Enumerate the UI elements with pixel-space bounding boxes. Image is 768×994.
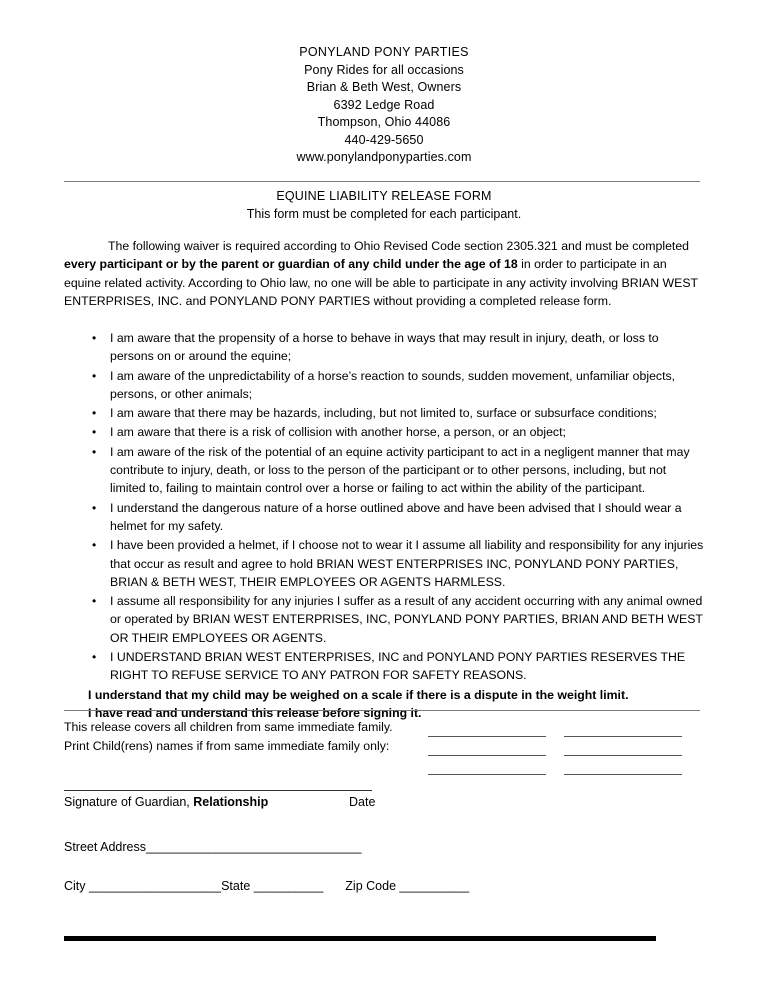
company-website: www.ponylandponyparties.com	[296, 150, 472, 164]
street-address-field[interactable]: _______________________________	[146, 840, 362, 854]
bullet-icon: •	[92, 331, 97, 345]
intro-text-part2: in order to participate in an equine related activity. According to Ohio law, no one will be able to participate in any activity involving BRIAN WEST ENTERPRISES, INC. and PONYLAND PONY PARTIES without providing a completed release form.	[64, 257, 698, 308]
list-item	[64, 329, 704, 366]
intro-paragraph	[64, 237, 700, 310]
list-item	[64, 499, 704, 536]
print-children-names-label: Print Child(rens) names if from same immediate family only:	[64, 739, 390, 753]
list-item-text: I UNDERSTAND BRIAN WEST ENTERPRISES, INC and PONYLAND PONY PARTIES RESERVES THE RIGHT TO REFUSE SERVICE TO ANY PATRON FOR SAFETY REASONS.	[110, 650, 686, 683]
child-name-field[interactable]	[564, 722, 682, 737]
list-item-text: I am aware of the unpredictability of a horse’s reaction to sounds, sudden movement, unfamiliar objects, persons, or other animals;	[110, 368, 676, 401]
list-item	[64, 404, 704, 422]
family-coverage-text: This release covers all children from same immediate family.	[64, 720, 393, 734]
acknowledgement-list	[64, 329, 704, 723]
weight-limit-note: I understand that my child may be weighed on a scale if there is a dispute in the weight limit.	[88, 687, 629, 702]
list-item-text: I understand the dangerous nature of a horse outlined above and have been advised that I should wear a helmet for my safety.	[110, 500, 682, 533]
intro-text-bold: every participant or by the parent or guardian of any child under the age of 18	[64, 257, 518, 272]
child-name-field[interactable]	[428, 741, 546, 756]
company-street: 6392 Ledge Road	[333, 97, 435, 112]
child-name-row	[428, 718, 704, 737]
bullet-icon: •	[92, 538, 97, 553]
zip-label: Zip Code	[345, 879, 400, 893]
divider-signature-section	[64, 710, 700, 711]
city-state-zip-row	[64, 879, 469, 893]
bullet-icon: •	[92, 594, 97, 609]
child-name-field[interactable]	[428, 760, 546, 775]
company-tagline: Pony Rides for all occasions	[304, 62, 464, 77]
child-name-field[interactable]	[428, 722, 546, 737]
list-item-text: I am aware of the risk of the potential of an equine activity participant to act in a negligent manner that may contribute to injury, death, or loss to the person of the participant or to other persons, including, but not limited to, failing to maintain control over a horse or failing to act within the ability of the participant.	[110, 444, 690, 496]
page-title: EQUINE LIABILITY RELEASE FORM	[276, 189, 492, 203]
list-item-text: I assume all responsibility for any injuries I suffer as a result of any accident occurring with any animal owned or operated by BRIAN WEST ENTERPRISES, INC, PONYLAND PONY PARTIES, BRIAN AND BETH WEST OR THEIR EMPLOYEES OR AGENTS.	[110, 594, 703, 645]
bullet-icon: •	[92, 500, 97, 515]
list-item	[64, 536, 704, 591]
family-labels	[64, 718, 434, 756]
bullet-icon: •	[92, 444, 97, 459]
list-item	[64, 367, 704, 404]
bullet-icon: •	[92, 425, 97, 440]
list-item-text: I am aware that there is a risk of collision with another horse, a person, or an object;	[110, 425, 566, 440]
intro-text-part1: The following waiver is required according to Ohio Revised Code section 2305.321 and must be completed	[108, 239, 690, 253]
letterhead	[0, 44, 768, 167]
zip-field[interactable]: __________	[399, 879, 470, 893]
street-address-row	[64, 840, 362, 854]
list-item	[64, 423, 704, 441]
child-name-field[interactable]	[564, 760, 682, 775]
date-label: Date	[349, 795, 376, 809]
read-understand-note: I have read and understand this release before signing it.	[88, 706, 422, 721]
list-item	[64, 443, 704, 498]
list-item-text: I am aware that the propensity of a horse to behave in ways that may result in injury, death, or loss to persons on or around the equine;	[110, 331, 659, 364]
child-name-field[interactable]	[564, 741, 682, 756]
child-name-row	[428, 756, 704, 775]
company-city-state: Thompson, Ohio 44086	[317, 115, 451, 129]
bullet-icon: •	[92, 368, 97, 383]
list-item-text: I have been provided a helmet, if I choose not to wear it I assume all liability and responsibility for any injuries that occur as result and agree to hold BRIAN WEST ENTERPRISES INC, PONYLAND PONY PARTIES, BRIAN & BETH WEST, THEIR EMPLOYEES OR AGENTS HARMLESS.	[110, 538, 704, 589]
city-label: City	[64, 879, 89, 893]
guardian-label-text: Signature of Guardian,	[64, 795, 194, 809]
bullet-icon: •	[92, 406, 97, 421]
city-field[interactable]: ___________________	[89, 879, 222, 893]
bullet-icon: •	[92, 650, 97, 665]
divider-top	[64, 181, 700, 182]
signature-labels	[64, 795, 704, 815]
state-field[interactable]: __________	[253, 879, 324, 893]
form-title-block	[0, 187, 768, 223]
street-address-label: Street Address	[64, 840, 146, 854]
list-item	[64, 592, 704, 647]
list-item	[64, 648, 704, 685]
guardian-signature-label	[64, 795, 268, 809]
child-name-fields	[428, 718, 704, 775]
signature-field[interactable]	[64, 789, 372, 791]
signature-block	[64, 789, 704, 893]
form-subtitle: This form must be completed for each participant.	[246, 207, 522, 221]
company-owners: Brian & Beth West, Owners	[306, 80, 462, 94]
company-name: PONYLAND PONY PARTIES	[299, 45, 469, 59]
state-label: State	[221, 879, 254, 893]
list-item-text: I am aware that there may be hazards, including, but not limited to, surface or subsurface conditions;	[110, 406, 657, 421]
child-name-row	[428, 737, 704, 756]
company-phone: 440-429-5650	[344, 132, 424, 147]
footer-bar	[64, 936, 656, 941]
relationship-label: Relationship	[193, 795, 269, 809]
